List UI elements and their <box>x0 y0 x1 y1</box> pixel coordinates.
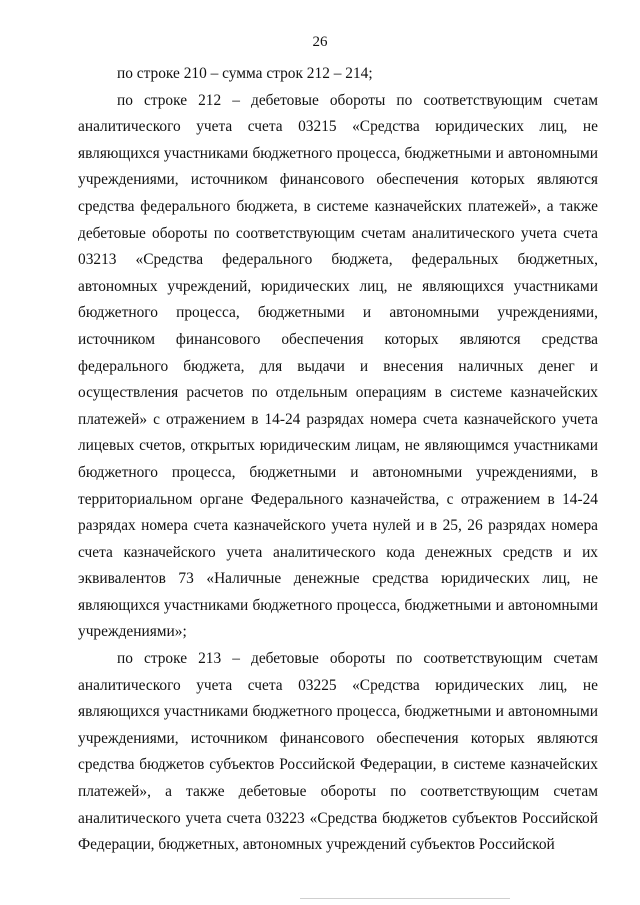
page-number: 26 <box>312 34 328 50</box>
paragraph-line-213: по строке 213 – дебетовые обороты по соответствующим счетам аналитического учета счета 03225 «Средства юридических лиц, не являющихся участниками бюджетного процесса, бюджетными и автономными учреждениями, источником финансового обеспечения которых являются средства бюджетов субъектов Российской Федерации, в системе казначейских платежей», а также дебетовые обороты по соответствующим счетам аналитического учета счета 03223 «Средства бюджетов субъектов Российской Федерации, бюджетных, автономных учреждений субъектов Российской <box>78 650 598 854</box>
paragraph-line-212: по строке 212 – дебетовые обороты по соответствующим счетам аналитического учета счета 03215 «Средства юридических лиц, не являющихся участниками бюджетного процесса, бюджетными и автономными учреждениями, источником финансового обеспечения которых являются средства федерального бюджета, в системе казначейских платежей», а также дебетовые обороты по соответствующим счетам аналитического учета счета 03213 «Средства федерального бюджета, федеральных бюджетных, автономных учреждений, юридических лиц, не являющихся участниками бюджетного процесса, бюджетными и автономными учреждениями, источником финансового обеспечения которых являются средства федерального бюджета, для выдачи и внесения наличных денег и осуществления расчетов по отдельным операциям в системе казначейских платежей» с отражением в 14-24 разрядах номера счета казначейского учета лицевых счетов, открытых юридическим лицам, не являющимся участниками бюджетного процесса, бюджетными и автономными учреждениями, в территориальном органе Федерального казначейства, с отражением в 14-24 разрядах номера счета казначейского учета нулей и в 25, 26 разрядах номера счета казначейского учета аналитического кода денежных средств и их эквивалентов 73 «Наличные денежные средства юридических лиц, не являющихся участниками бюджетного процесса, бюджетными и автономными учреждениями»; <box>78 91 598 641</box>
document-body <box>78 61 598 859</box>
scan-edge-line <box>300 898 510 899</box>
paragraph-line-210: по строке 210 – сумма строк 212 – 214; <box>117 65 373 82</box>
